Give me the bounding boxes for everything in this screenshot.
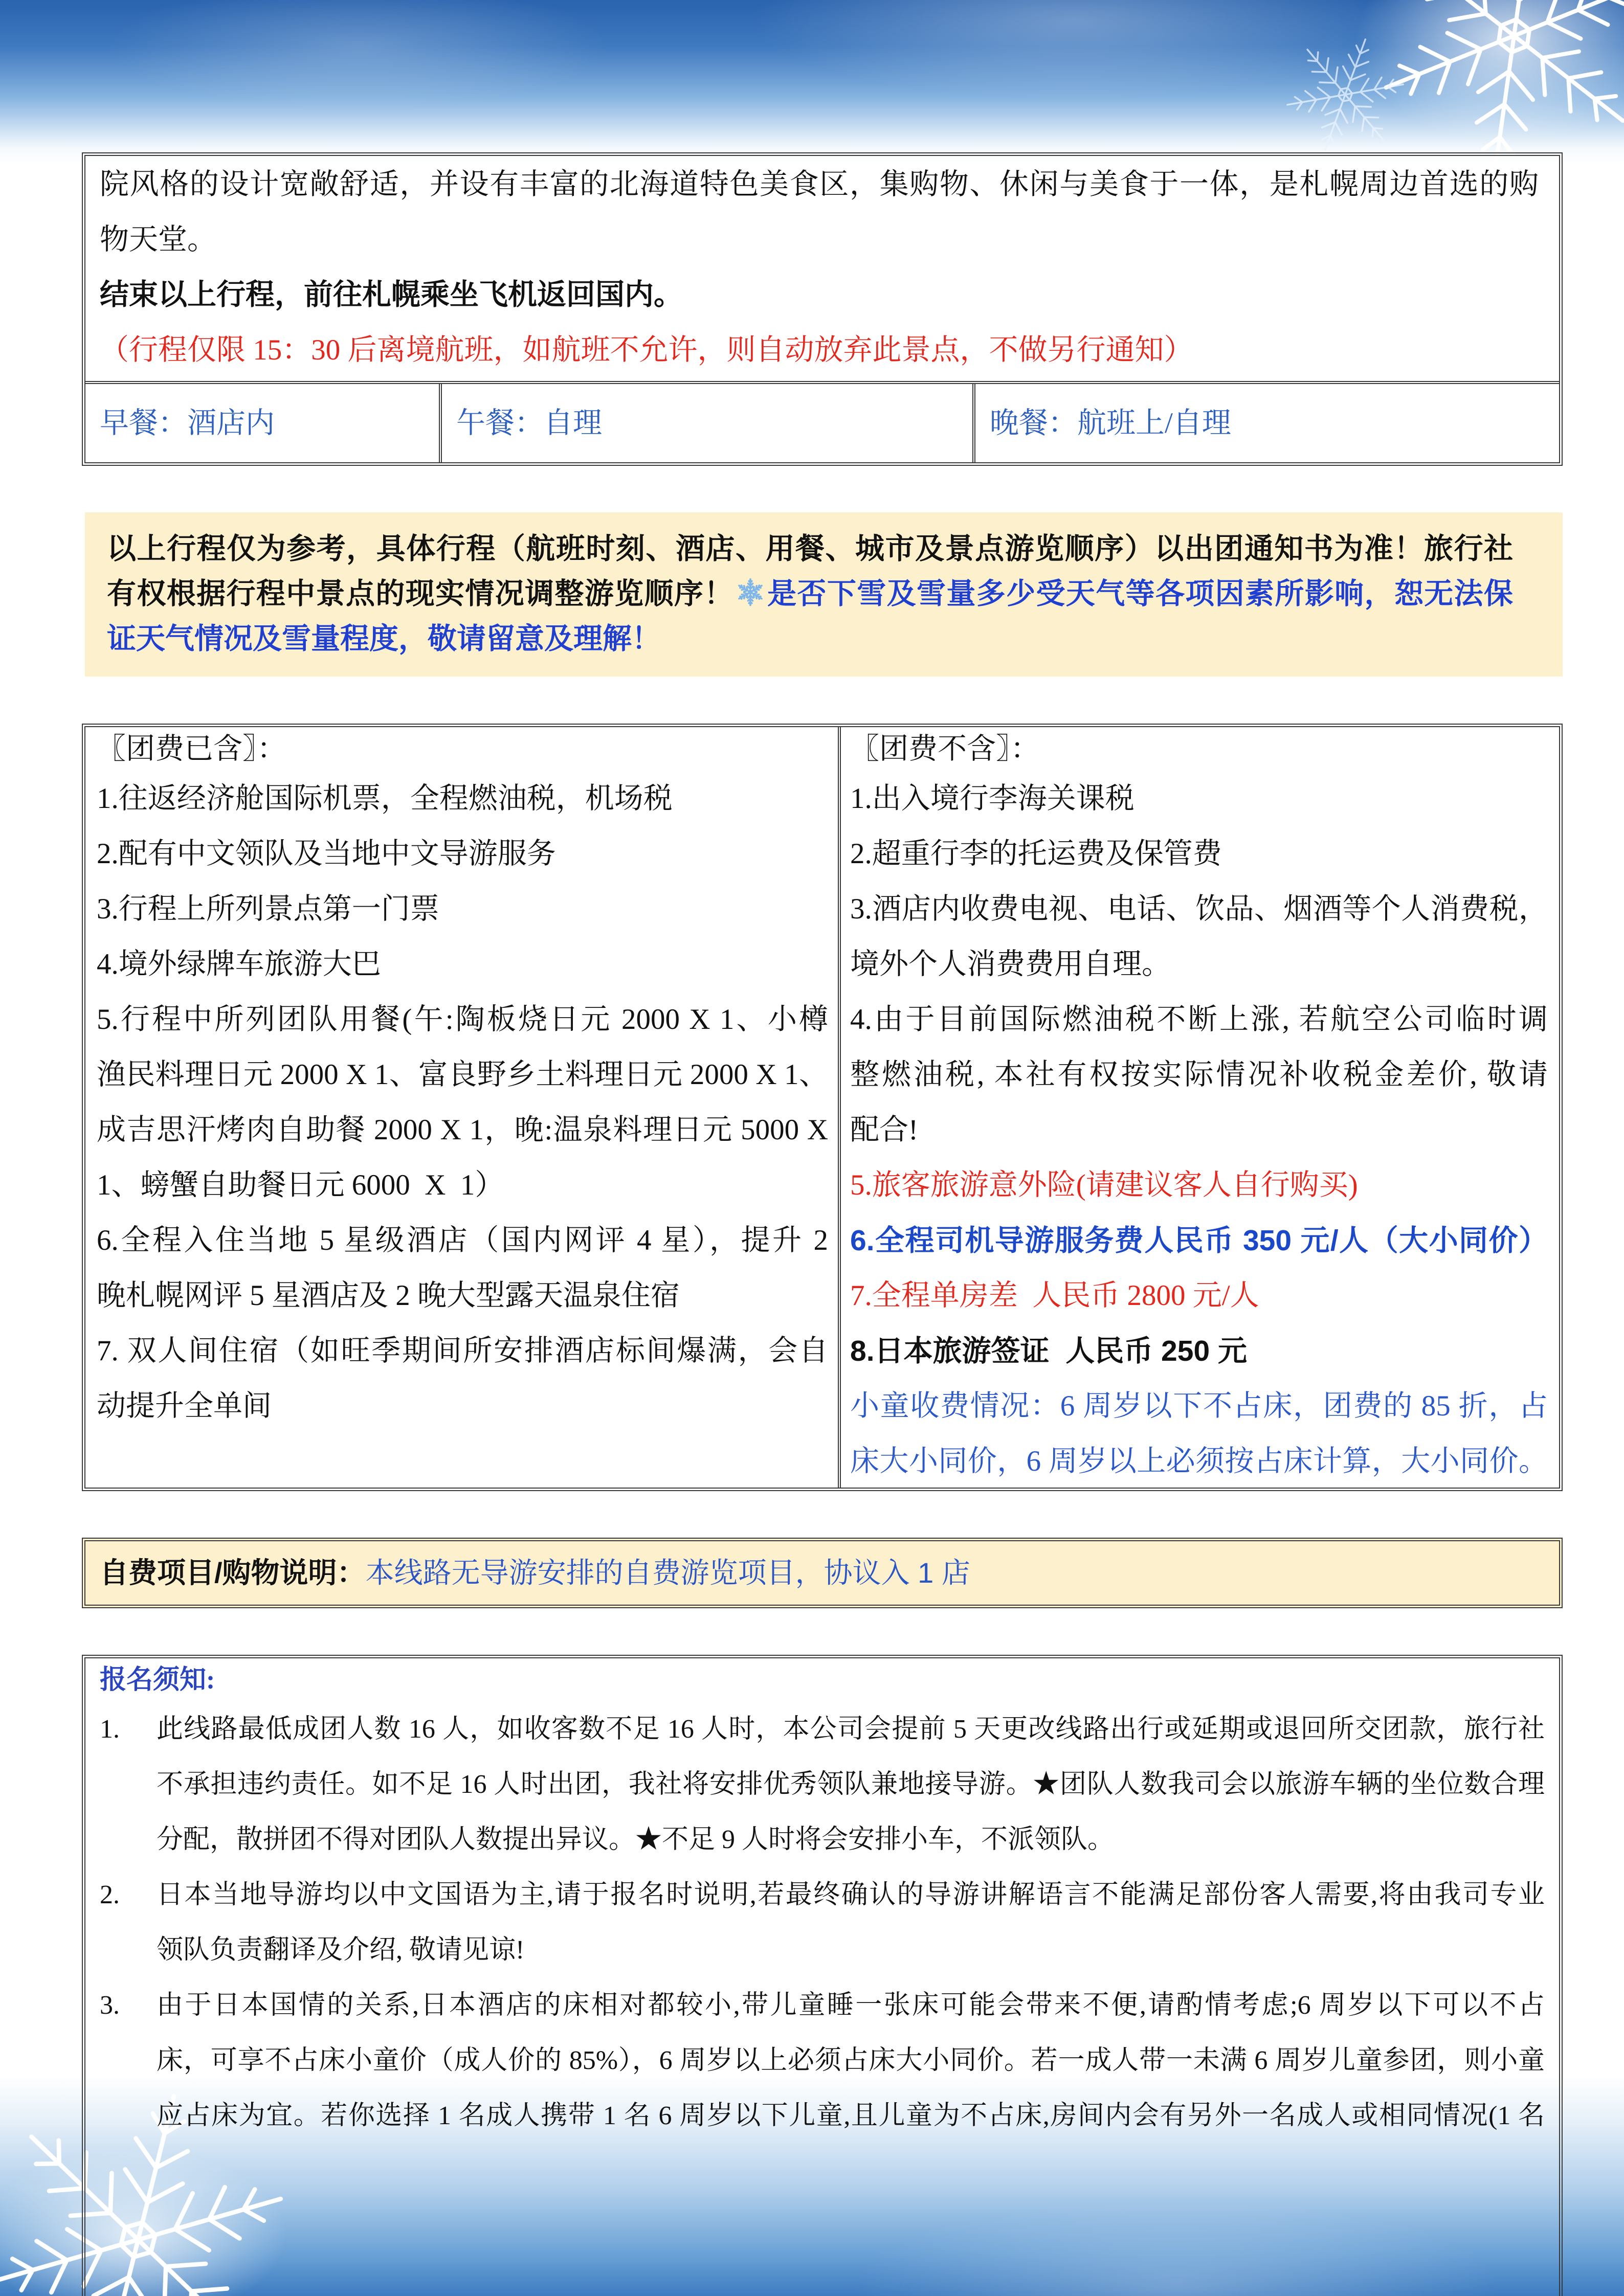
self-pay-line: [85, 1541, 1559, 1605]
item-line: 由于日本国情的关系,日本酒店的床相对都较小,带儿童睡一张床可能会带来不便,请酌情考虑;6 周岁以下可以不占: [157, 1991, 1545, 2020]
fee-included-line: 2.配有中文领队及当地中文导游服务: [97, 838, 556, 870]
itinerary-line: 物天堂。: [100, 223, 216, 256]
item-line: 应占床为宜。若你选择 1 名成人携带 1 名 6 周岁以下儿童,且儿童为不占床,房间内会有另外一名成人或相同情况(1 名: [157, 2101, 1545, 2130]
notice-line: 以上行程仅为参考，具体行程（航班时刻、酒店、用餐、城市及景点游览顺序）以出团通知书为准！旅行社: [107, 533, 1513, 565]
item-line: 不承担违约责任。如不足 16 人时出团，我社将安排优秀领队兼地接导游。★团队人数我司会以旅游车辆的坐位数合理: [157, 1770, 1545, 1799]
lunch-cell: 午餐：自理: [442, 384, 975, 462]
item-number: 2.: [100, 1880, 120, 1909]
registration-notes: [82, 1655, 1563, 2296]
item-line: 此线路最低成团人数 16 人，如收客数不足 16 人时，本公司会提前 5 天更改线路出行或延期或退回所交团款，旅行社: [157, 1715, 1545, 1744]
fee-excluded-title: 〖团费不含〗：: [850, 733, 1040, 765]
meals-row: [85, 381, 1559, 462]
item-text: [157, 1702, 1545, 1867]
single-room-line: 7.全程单房差 人民币 2800 元/人: [850, 1279, 1259, 1312]
notice-line: [107, 572, 1513, 617]
notice-text: 有权根据行程中景点的现实情况调整游览顺序！: [107, 578, 734, 610]
item-text: [157, 1978, 1545, 2144]
registration-item: [100, 1702, 1545, 1867]
fee-included-line: 动提升全单间: [97, 1390, 272, 1422]
flight-note: （行程仅限 15：30 后离境航班，如航班不允许，则自动放弃此景点，不做另行通知）: [100, 334, 1193, 366]
fee-excluded-line: 3.酒店内收费电视、电话、饮品、烟酒等个人消费税，: [850, 893, 1548, 925]
return-note: 结束以上行程，前往札幌乘坐飞机返回国内。: [100, 279, 683, 311]
snowflake-icon: [736, 578, 765, 606]
top-right-snowflake-icon: [1269, 0, 1624, 169]
fee-excluded-column: [841, 727, 1559, 1488]
fee-included-line: 成吉思汗烤肉自助餐 2000 X 1，晚:温泉料理日元 5000 X: [97, 1114, 828, 1146]
fee-included-title: 〖团费已含〗：: [97, 733, 286, 765]
item-number: 1.: [100, 1715, 120, 1744]
registration-item: [100, 1978, 1545, 2144]
self-pay-box: [82, 1538, 1563, 1608]
item-line: 日本当地导游均以中文国语为主,请于报名时说明,若最终确认的导游讲解语言不能满足部份客人需要,将由我司专业: [157, 1880, 1545, 1909]
fee-included-line: 4.境外绿牌车旅游大巴: [97, 948, 381, 980]
item-line: 领队负责翻译及介绍, 敬请见谅!: [157, 1935, 525, 1965]
fee-excluded-line: 2.超重行李的托运费及保管费: [850, 838, 1222, 870]
fee-included-line: 7. 双人间住宿（如旺季期间所安排酒店标间爆满，会自: [97, 1335, 828, 1367]
itinerary-end-table: [82, 152, 1563, 466]
visa-fee-line: 8.日本旅游签证 人民币 250 元: [850, 1335, 1247, 1367]
fee-included-line: 5.行程中所列团队用餐(午:陶板烧日元 2000 X 1、小樽: [97, 1003, 828, 1036]
fee-table: [82, 724, 1563, 1491]
child-fee-line: 小童收费情况：6 周岁以下不占床，团费的 85 折，占: [850, 1390, 1548, 1422]
fee-excluded-line: 整燃油税, 本社有权按实际情况补收税金差价, 敬请: [850, 1059, 1548, 1091]
fee-excluded-line: 配合!: [850, 1114, 918, 1146]
fee-included-line: 1.往返经济舱国际机票，全程燃油税，机场税: [97, 782, 673, 815]
fee-included-line: 3.行程上所列景点第一门票: [97, 893, 439, 925]
fee-included-line: 渔民料理日元 2000 X 1、富良野乡土料理日元 2000 X 1、: [97, 1059, 828, 1091]
self-pay-text: 本线路无导游安排的自费游览项目，协议入 1 店: [365, 1557, 970, 1589]
child-fee-line: 床大小同价，6 周岁以上必须按占床计算，大小同价。: [850, 1445, 1548, 1477]
self-pay-label: 自费项目/购物说明：: [100, 1557, 366, 1589]
fee-excluded-line: 境外个人消费费用自理。: [850, 948, 1171, 980]
registration-item: [100, 1867, 1545, 1978]
fee-included-line: 1、螃蟹自助餐日元 6000 X 1）: [97, 1169, 504, 1201]
fee-included-line: 晚札幌网评 5 星酒店及 2 晚大型露天温泉住宿: [97, 1279, 680, 1312]
item-number: 3.: [100, 1991, 120, 2020]
itinerary-line: 院风格的设计宽敞舒适，并设有丰富的北海道特色美食区，集购物、休闲与美食于一体，是札幌周边首选的购: [100, 168, 1539, 200]
fee-excluded-line: 1.出入境行李海关课税: [850, 782, 1134, 815]
fee-included-column: [85, 727, 838, 1488]
registration-title: 报名须知:: [100, 1665, 215, 1695]
itinerary-end-text: [100, 157, 1539, 378]
itinerary-notice: [85, 512, 1563, 677]
insurance-line: 5.旅客旅游意外险(请建议客人自行购买): [850, 1169, 1358, 1201]
service-fee-line: 6.全程司机导游服务费人民币 350 元/人（大小同价）: [850, 1224, 1548, 1257]
fee-excluded-line: 4.由于目前国际燃油税不断上涨, 若航空公司临时调: [850, 1003, 1548, 1036]
item-line: 分配，散拼团不得对团队人数提出异议。★不足 9 人时将会安排小车，不派领队。: [157, 1825, 1115, 1854]
registration-list: [85, 1702, 1559, 2144]
breakfast-cell: 早餐：酒店内: [85, 384, 442, 462]
dinner-cell: 晚餐：航班上/自理: [990, 407, 1231, 439]
weather-warning-text: 证天气情况及雪量程度，敬请留意及理解！: [107, 623, 661, 655]
fee-included-line: 6.全程入住当地 5 星级酒店（国内网评 4 星），提升 2: [97, 1224, 828, 1256]
weather-warning-text: 是否下雪及雪量多少受天气等各项因素所影响，恕无法保: [766, 578, 1513, 610]
item-text: [157, 1867, 1545, 1978]
item-line: 床，可享不占床小童价（成人价的 85%），6 周岁以上必须占床大小同价。若一成人带一未满 6 周岁儿童参团，则小童: [157, 2046, 1545, 2075]
